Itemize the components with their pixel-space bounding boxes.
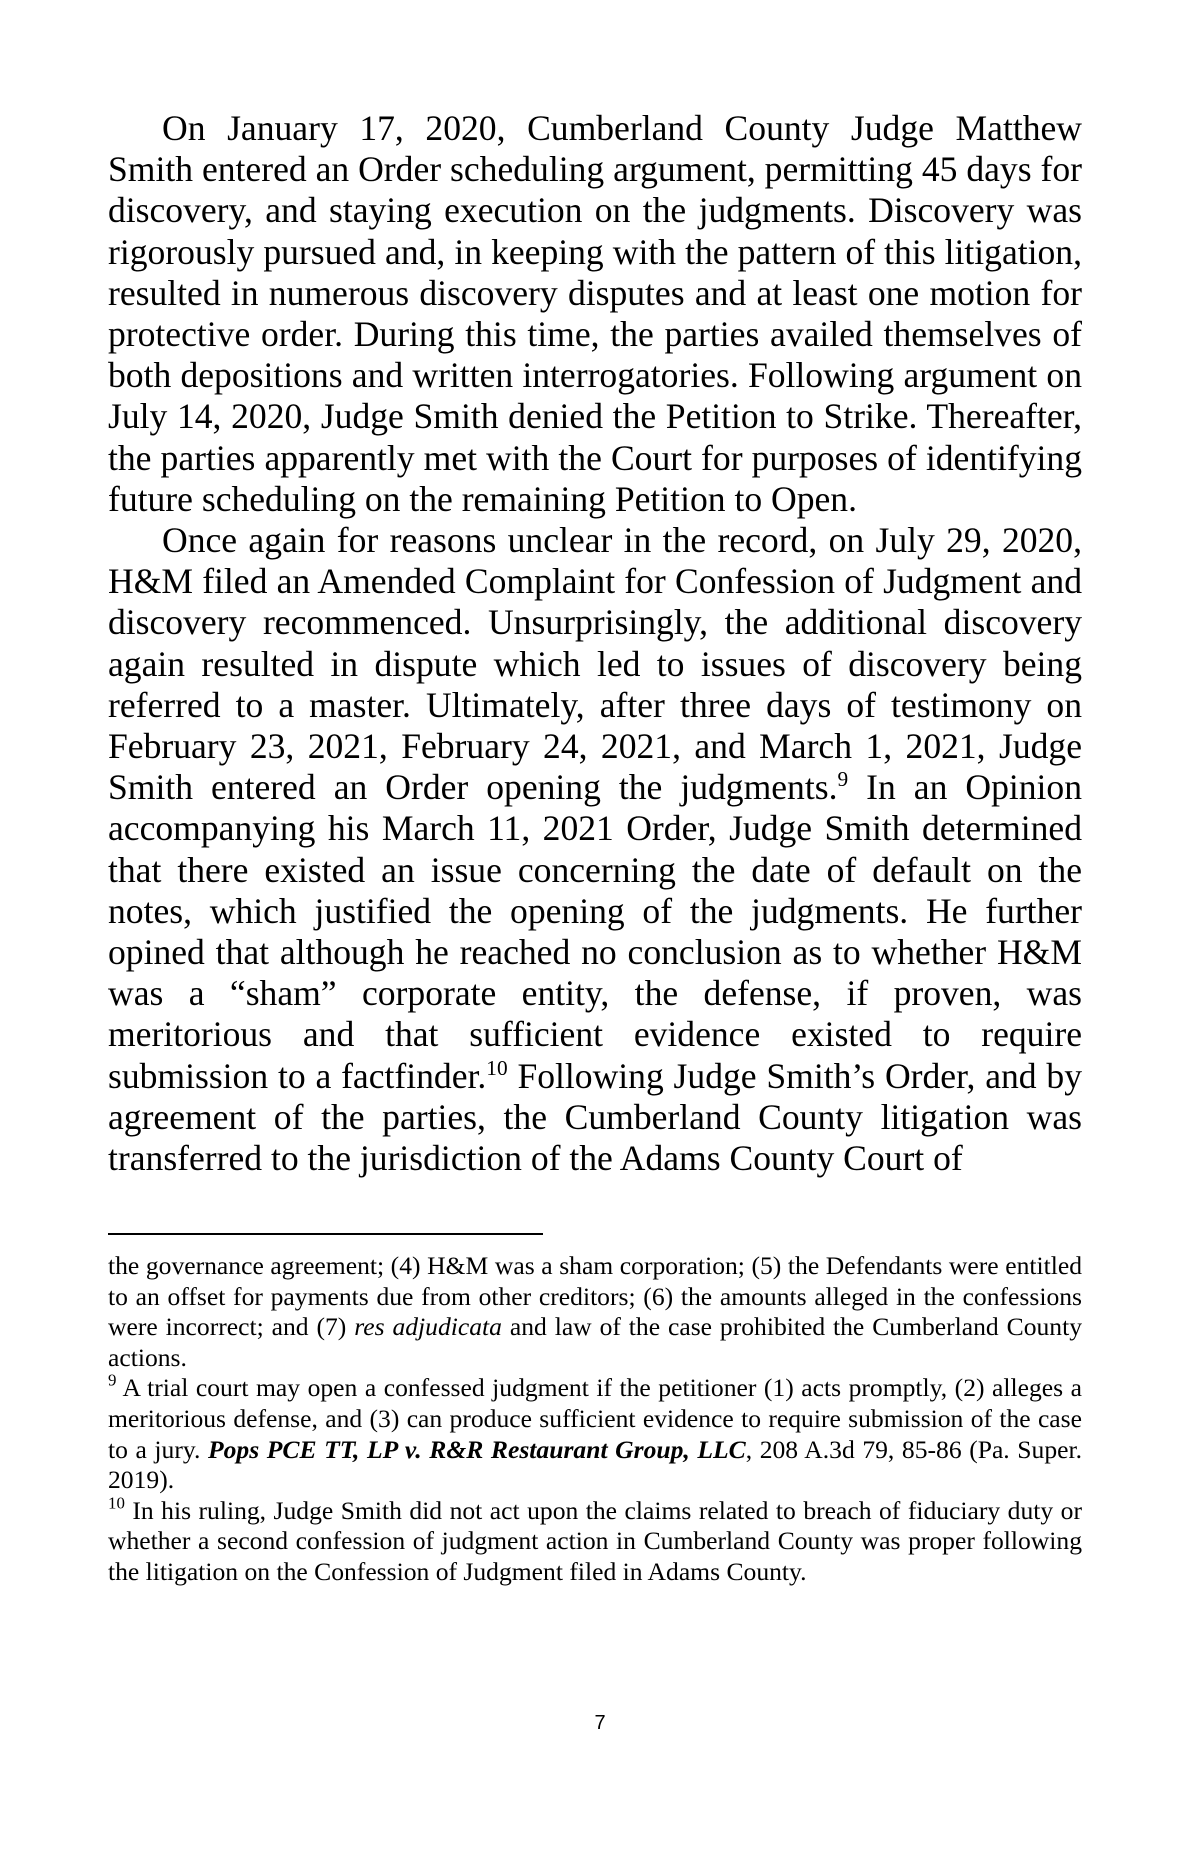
- footnote-continuation: [108, 1251, 1082, 1373]
- footnote-9-text-b: , 208 A.3d 79, 85-86 (Pa. Super. 2019).: [108, 1434, 1082, 1495]
- footnote-ref-9: 9: [837, 767, 849, 792]
- footnote-continuation-italic: res adjudicata: [354, 1312, 502, 1342]
- paragraph-2-text-a: Once again for reasons unclear in the record, on July 29, 2020, H&M filed an Amended Complaint for Confession of Judgment and discovery recommenced. Unsurprisingly, the additional discovery again resulted in dispute which led to issues of discovery being referred to a master. Ultimately, after three days of testimony on February 23, 2021, February 24, 2021, and March 1, 2021, Judge Smith entered an Order opening the judgments.: [108, 520, 1082, 808]
- paragraph-1-text: On January 17, 2020, Cumberland County Judge Matthew Smith entered an Order scheduling argument, permitting 45 days for discovery, and staying execution on the judgments. Discovery was rigorously pursued and, in keeping with the pattern of this litigation, resulted in numerous discovery disputes and at least one motion for protective order. During this time, the parties availed themselves of both depositions and written interrogatories. Following argument on July 14, 2020, Judge Smith denied the Petition to Strike. Thereafter, the parties apparently met with the Court for purposes of identifying future scheduling on the remaining Petition to Open.: [108, 108, 1082, 519]
- footnote-9-marker: 9: [108, 1370, 117, 1390]
- page-number: 7: [594, 1712, 606, 1734]
- footnote-continuation-text-b: and law of the case prohibited the Cumberland County actions.: [108, 1312, 1083, 1372]
- footnote-9: [108, 1370, 1082, 1495]
- footnote-9-text-a: A trial court may open a confessed judgment if the petitioner (1) acts promptly, (2) alleges a meritorious defense, and (3) can produce sufficient evidence to require submission of the case to a jury.: [108, 1373, 1082, 1464]
- paragraph-1: [108, 108, 1082, 520]
- footnote-divider: [108, 1233, 543, 1235]
- footnote-10-marker: 10: [108, 1493, 125, 1513]
- paragraph-2: [108, 520, 1082, 1179]
- footnote-continuation-text-a: the governance agreement; (4) H&M was a sham corporation; (5) the Defendants were entitled to an offset for payments due from other creditors; (6) the amounts alleged in the confessions were incorrect; and (7): [108, 1251, 1082, 1342]
- paragraph-2-text-c: Following Judge Smith’s Order, and by agreement of the parties, the Cumberland County litigation was transferred to the jurisdiction of the Adams County Court of: [108, 1055, 1082, 1179]
- footnote-9-case-name: Pops PCE TT, LP v. R&R Restaurant Group, LLC: [207, 1434, 746, 1464]
- body-text: [108, 108, 1082, 1179]
- footnotes: [108, 1251, 1082, 1588]
- footnote-ref-10: 10: [486, 1055, 508, 1080]
- footnote-10: [108, 1493, 1082, 1588]
- footnote-10-text: In his ruling, Judge Smith did not act upon the claims related to breach of fiduciary duty or whether a second confession of judgment action in Cumberland County was proper following the litigation on the Confession of Judgment filed in Adams County.: [108, 1495, 1082, 1586]
- paragraph-2-text-b: In an Opinion accompanying his March 11, 2021 Order, Judge Smith determined that there existed an issue concerning the date of default on the notes, which justified the opening of the judgments. He further opined that although he reached no conclusion as to whether H&M was a “sham” corporate entity, the defense, if proven, was meritorious and that sufficient evidence existed to require submission to a factfinder.: [108, 767, 1082, 1096]
